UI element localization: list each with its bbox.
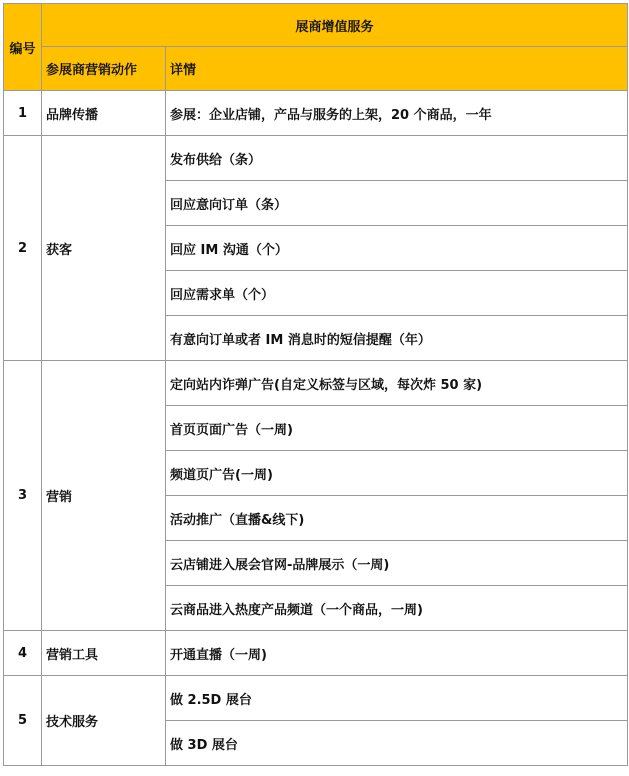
row-action-cell: 营销 bbox=[42, 361, 166, 631]
header-row-2 bbox=[4, 47, 628, 91]
header-detail-cell: 详情 bbox=[166, 47, 628, 91]
row-detail-cell: 参展：企业店铺，产品与服务的上架，20 个商品，一年 bbox=[166, 91, 628, 136]
row-id-cell: 3 bbox=[4, 361, 42, 631]
row-detail-cell: 做 2.5D 展台 bbox=[166, 676, 628, 721]
table-row bbox=[4, 676, 628, 721]
row-id-cell: 1 bbox=[4, 91, 42, 136]
row-action-cell: 营销工具 bbox=[42, 631, 166, 676]
row-id-cell: 5 bbox=[4, 676, 42, 766]
header-group-title: 展商增值服务 bbox=[42, 4, 628, 47]
header-row-1 bbox=[4, 4, 628, 47]
row-action-cell: 获客 bbox=[42, 136, 166, 361]
row-detail-cell: 发布供给（条） bbox=[166, 136, 628, 181]
table-row bbox=[4, 361, 628, 406]
row-detail-cell: 定向站内诈弹广告(自定义标签与区域，每次炸 50 家) bbox=[166, 361, 628, 406]
header-id-cell: 编号 bbox=[4, 4, 42, 91]
row-detail-cell: 活动推广（直播&线下) bbox=[166, 496, 628, 541]
row-detail-cell: 回应意向订单（条） bbox=[166, 181, 628, 226]
row-action-cell: 技术服务 bbox=[42, 676, 166, 766]
row-id-cell: 4 bbox=[4, 631, 42, 676]
table-row bbox=[4, 136, 628, 181]
row-detail-cell: 首页页面广告（一周) bbox=[166, 406, 628, 451]
services-table bbox=[3, 3, 628, 766]
header-action-cell: 参展商营销动作 bbox=[42, 47, 166, 91]
row-detail-cell: 回应 IM 沟通（个） bbox=[166, 226, 628, 271]
table-row bbox=[4, 91, 628, 136]
row-detail-cell: 频道页广告(一周) bbox=[166, 451, 628, 496]
table-row bbox=[4, 631, 628, 676]
row-detail-cell: 云商品进入热度产品频道（一个商品，一周) bbox=[166, 586, 628, 631]
row-id-cell: 2 bbox=[4, 136, 42, 361]
row-action-cell: 品牌传播 bbox=[42, 91, 166, 136]
row-detail-cell: 云店铺进入展会官网-品牌展示（一周) bbox=[166, 541, 628, 586]
row-detail-cell: 有意向订单或者 IM 消息时的短信提醒（年） bbox=[166, 316, 628, 361]
row-detail-cell: 开通直播（一周) bbox=[166, 631, 628, 676]
row-detail-cell: 做 3D 展台 bbox=[166, 721, 628, 766]
row-detail-cell: 回应需求单（个） bbox=[166, 271, 628, 316]
